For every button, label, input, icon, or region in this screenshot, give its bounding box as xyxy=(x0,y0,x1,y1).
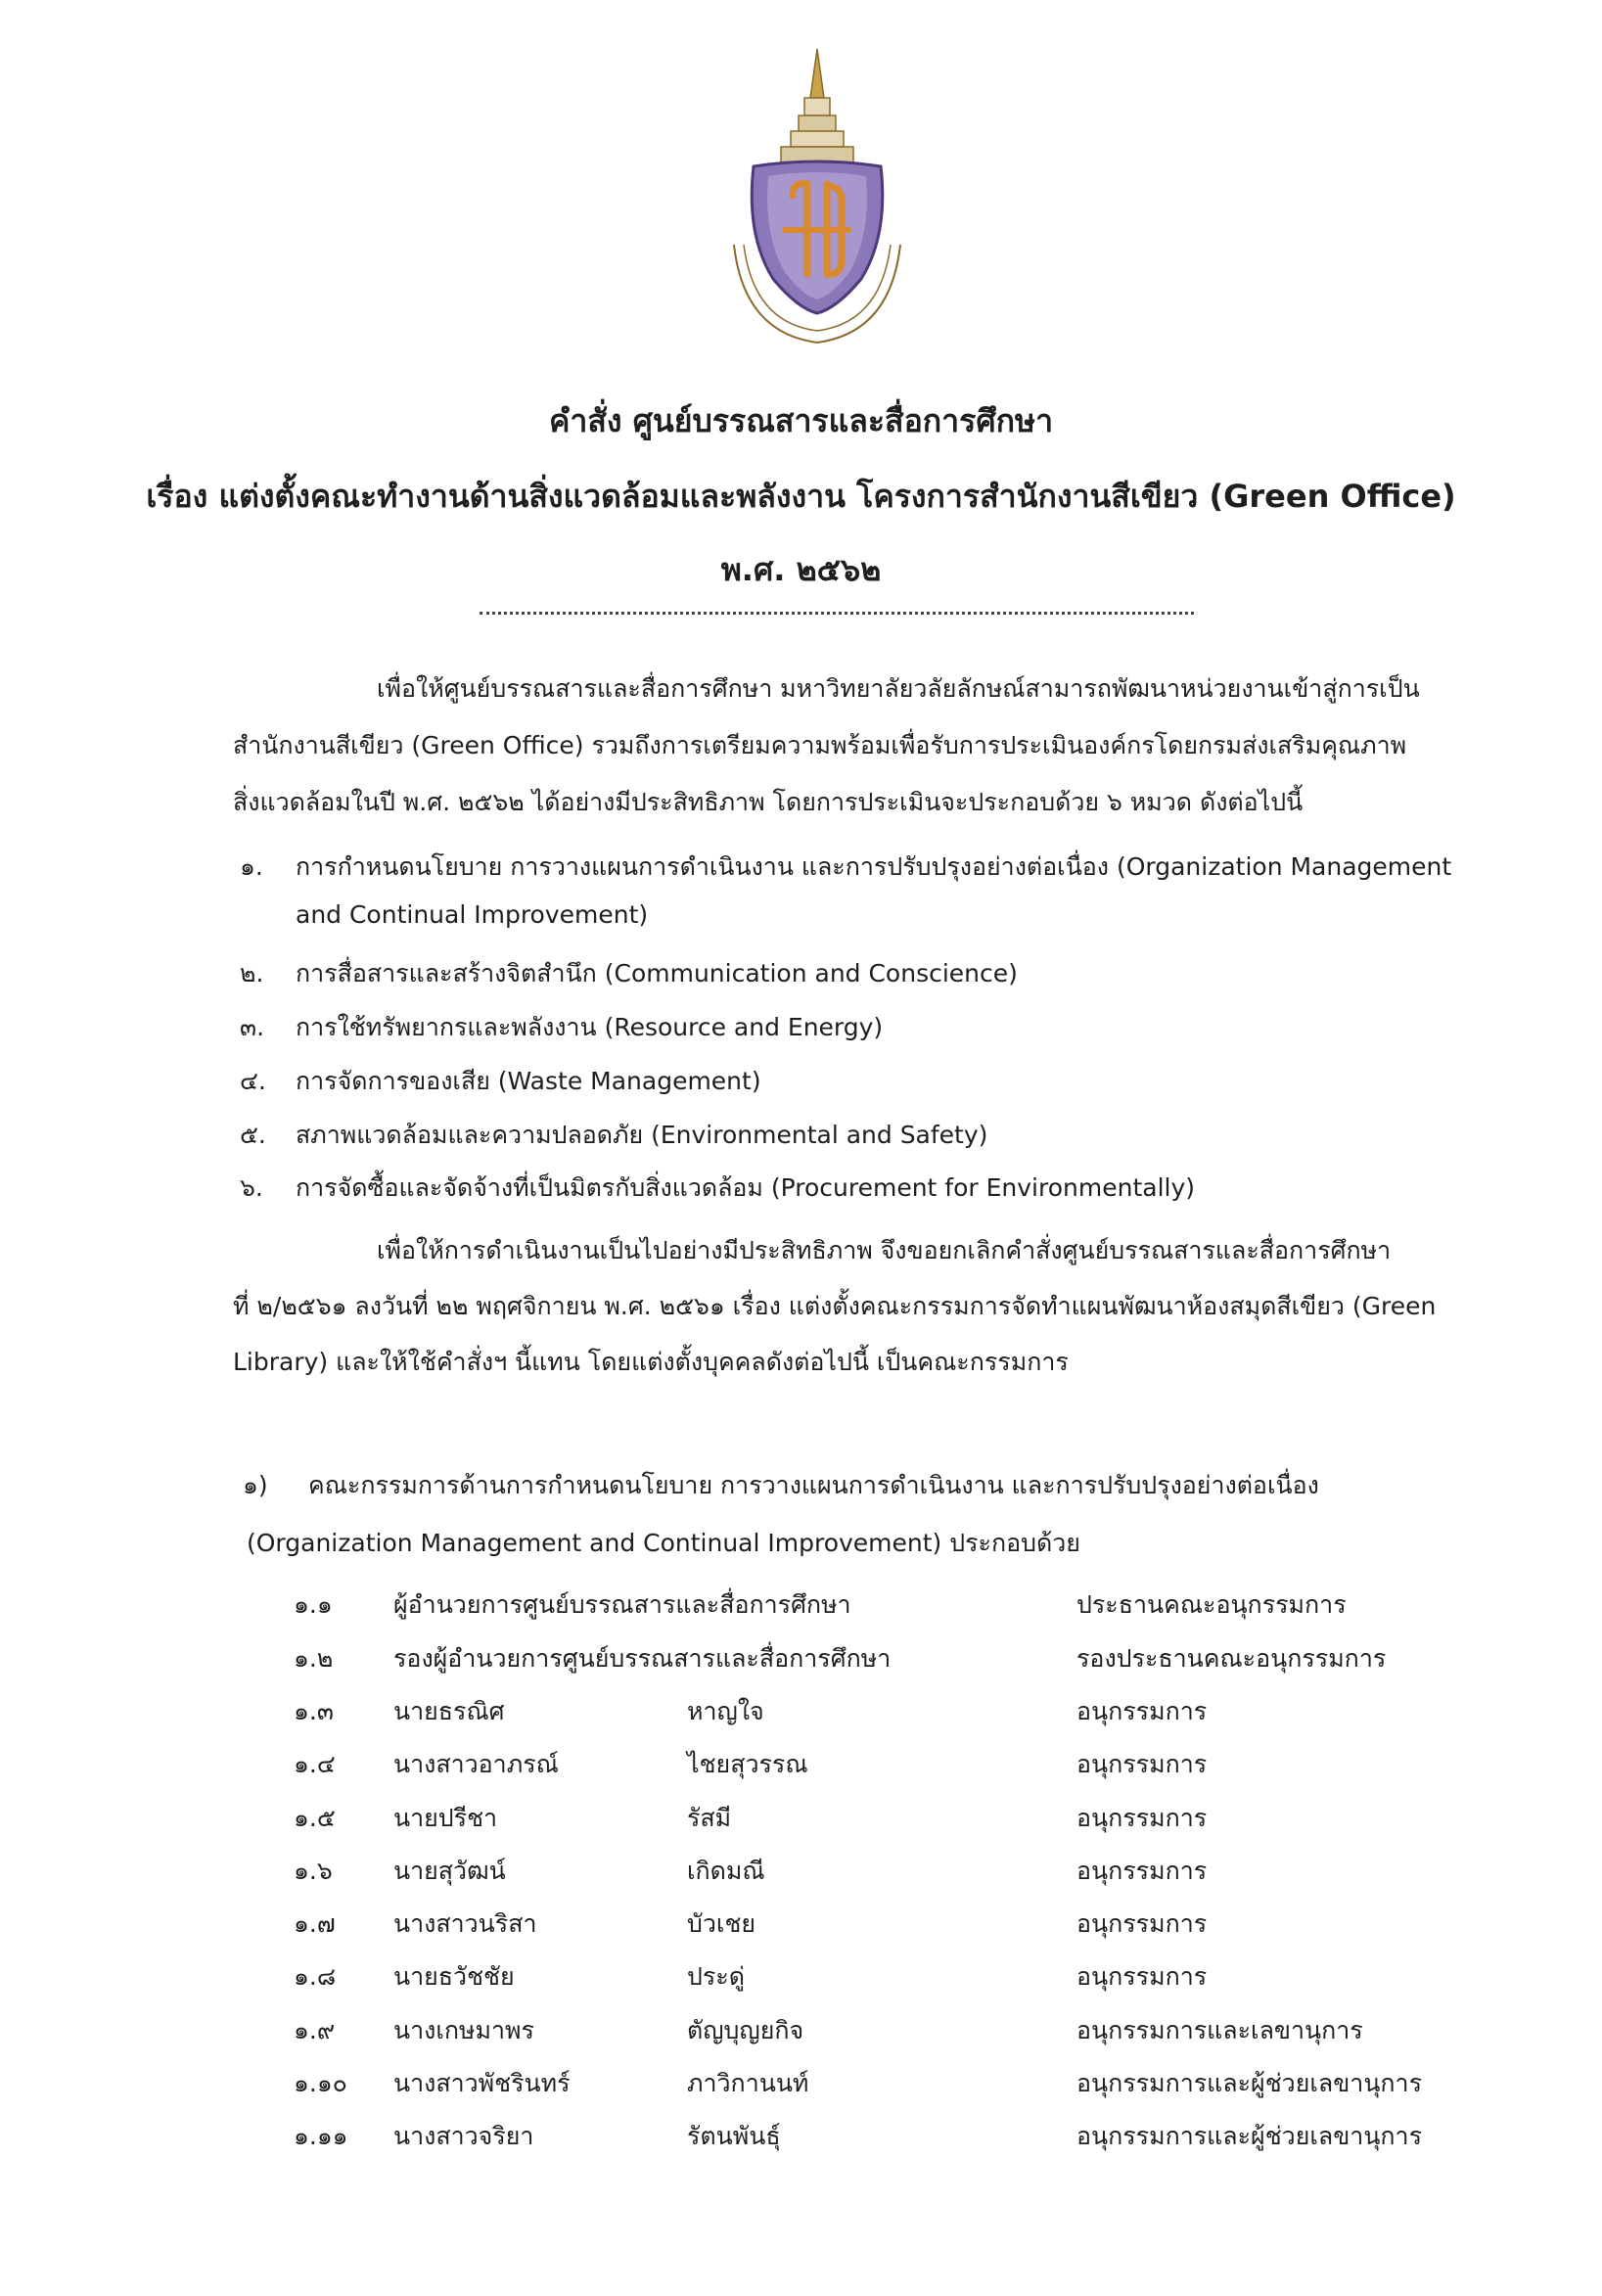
member-first-name: นางสาวจริยา xyxy=(393,2122,534,2150)
category-item: การจัดซื้อและจัดจ้างที่เป็นมิตรกับสิ่งแวดล้อม (Procurement for Environmentally) xyxy=(296,1173,1196,1202)
member-first-name: นางเกษมาพร xyxy=(393,2016,534,2044)
category-number: ๑. xyxy=(240,852,263,881)
order-year: พ.ศ. ๒๕๖๒ xyxy=(720,551,882,588)
order-subject: เรื่อง แต่งตั้งคณะทำงานด้านสิ่งแวดล้อมและพลังงาน โครงการสำนักงานสีเขียว (Green Office) xyxy=(146,478,1456,515)
member-name: ผู้อำนวยการศูนย์บรรณสารและสื่อการศึกษา xyxy=(393,1590,851,1619)
member-last-name: ไชยสุวรรณ xyxy=(687,1750,808,1778)
category-number: ๓. xyxy=(240,1013,265,1041)
intro-line-2: สำนักงานสีเขียว (Green Office) รวมถึงการเตรียมความพร้อมเพื่อรับการประเมินองค์กรโดยกรมส่งเสริมคุณภาพ xyxy=(233,731,1407,759)
member-first-name: นายสุวัฒน์ xyxy=(393,1857,506,1885)
member-last-name: รัสมี xyxy=(687,1804,732,1832)
revoke-line-2: ที่ ๒/๒๕๖๑ ลงวันที่ ๒๒ พฤศจิกายน พ.ศ. ๒๕๖๑ เรื่อง แต่งตั้งคณะกรรมการจัดทำแผนพัฒนาห้องสมุดสีเขียว (Green xyxy=(233,1292,1437,1320)
category-number: ๕. xyxy=(240,1121,266,1149)
committee-title: คณะกรรมการด้านการกำหนดนโยบาย การวางแผนการดำเนินงาน และการปรับปรุงอย่างต่อเนื่อง xyxy=(308,1471,1319,1499)
category-item: การสื่อสารและสร้างจิตสำนึก (Communication and Conscience) xyxy=(296,959,1018,987)
member-role: อนุกรรมการและผู้ช่วยเลขานุการ xyxy=(1076,2122,1423,2150)
member-role: อนุกรรมการ xyxy=(1076,1962,1208,1991)
member-first-name: นายปรีชา xyxy=(393,1804,498,1832)
revoke-line-1: เพื่อให้การดำเนินงานเป็นไปอย่างมีประสิทธิภาพ จึงขอยกเลิกคำสั่งศูนย์บรรณสารและสื่อการศึกษา xyxy=(377,1236,1392,1264)
member-number: ๑.๒ xyxy=(294,1644,334,1673)
member-number: ๑.๕ xyxy=(294,1804,336,1832)
category-item: การกำหนดนโยบาย การวางแผนการดำเนินงาน และการปรับปรุงอย่างต่อเนื่อง (Organization Management xyxy=(296,852,1452,881)
revoke-line-3: Library) และให้ใช้คำสั่งฯ นี้แทน โดยแต่งตั้งบุคคลดังต่อไปนี้ เป็นคณะกรรมการ xyxy=(233,1348,1069,1376)
university-crest-icon xyxy=(714,29,920,362)
intro-line-1: เพื่อให้ศูนย์บรรณสารและสื่อการศึกษา มหาวิทยาลัยวลัยลักษณ์สามารถพัฒนาหน่วยงานเข้าสู่การเป็น xyxy=(377,674,1420,703)
member-name: รองผู้อำนวยการศูนย์บรรณสารและสื่อการศึกษา xyxy=(393,1644,892,1673)
member-first-name: นายธวัชชัย xyxy=(393,1962,515,1991)
member-number: ๑.๖ xyxy=(294,1857,333,1885)
member-last-name: เกิดมณี xyxy=(687,1857,765,1885)
member-last-name: ภาวิกานนท์ xyxy=(687,2069,809,2097)
category-item: การจัดการของเสีย (Waste Management) xyxy=(296,1067,761,1095)
member-last-name: ประดู่ xyxy=(687,1962,745,1991)
committee-number: ๑) xyxy=(243,1471,268,1499)
committee-title-continued: (Organization Management and Continual Improvement) ประกอบด้วย xyxy=(247,1529,1080,1557)
member-role: อนุกรรมการและเลขานุการ xyxy=(1076,2016,1363,2044)
member-first-name: นางสาวอาภรณ์ xyxy=(393,1750,559,1778)
member-number: ๑.๘ xyxy=(294,1962,337,1991)
member-role: อนุกรรมการ xyxy=(1076,1697,1208,1725)
member-first-name: นายธรณิศ xyxy=(393,1697,505,1725)
category-number: ๒. xyxy=(240,959,264,987)
member-role: ประธานคณะอนุกรรมการ xyxy=(1076,1590,1347,1619)
member-number: ๑.๓ xyxy=(294,1697,334,1725)
member-last-name: ตัญบุญยกิจ xyxy=(687,2016,804,2044)
member-first-name: นางสาวนริสา xyxy=(393,1909,537,1938)
member-number: ๑.๑๐ xyxy=(294,2069,347,2097)
member-last-name: บัวเชย xyxy=(687,1909,756,1938)
member-role: อนุกรรมการ xyxy=(1076,1857,1208,1885)
member-role: อนุกรรมการ xyxy=(1076,1804,1208,1832)
dotted-divider xyxy=(480,612,1194,615)
member-number: ๑.๑ xyxy=(294,1590,333,1619)
intro-line-3: สิ่งแวดล้อมในปี พ.ศ. ๒๕๖๒ ได้อย่างมีประสิทธิภาพ โดยการประเมินจะประกอบด้วย ๖ หมวด ดังต่อไปนี้ xyxy=(233,788,1304,816)
member-role: อนุกรรมการและผู้ช่วยเลขานุการ xyxy=(1076,2069,1423,2097)
member-role: รองประธานคณะอนุกรรมการ xyxy=(1076,1644,1387,1673)
category-item: สภาพแวดล้อมและความปลอดภัย (Environmental and Safety) xyxy=(296,1121,988,1149)
member-last-name: หาญใจ xyxy=(687,1697,764,1725)
member-number: ๑.๙ xyxy=(294,2016,336,2044)
order-title: คำสั่ง ศูนย์บรรณสารและสื่อการศึกษา xyxy=(548,402,1054,439)
category-item: การใช้ทรัพยากรและพลังงาน (Resource and Energy) xyxy=(296,1013,884,1041)
member-number: ๑.๗ xyxy=(294,1909,336,1938)
member-first-name: นางสาวพัชรินทร์ xyxy=(393,2069,571,2097)
member-number: ๑.๔ xyxy=(294,1750,336,1778)
member-role: อนุกรรมการ xyxy=(1076,1909,1208,1938)
category-number: ๖. xyxy=(240,1173,263,1202)
category-number: ๔. xyxy=(240,1067,266,1095)
member-role: อนุกรรมการ xyxy=(1076,1750,1208,1778)
category-item-continued: and Continual Improvement) xyxy=(296,900,649,929)
member-number: ๑.๑๑ xyxy=(294,2122,348,2150)
member-last-name: รัตนพันธุ์ xyxy=(687,2122,781,2150)
